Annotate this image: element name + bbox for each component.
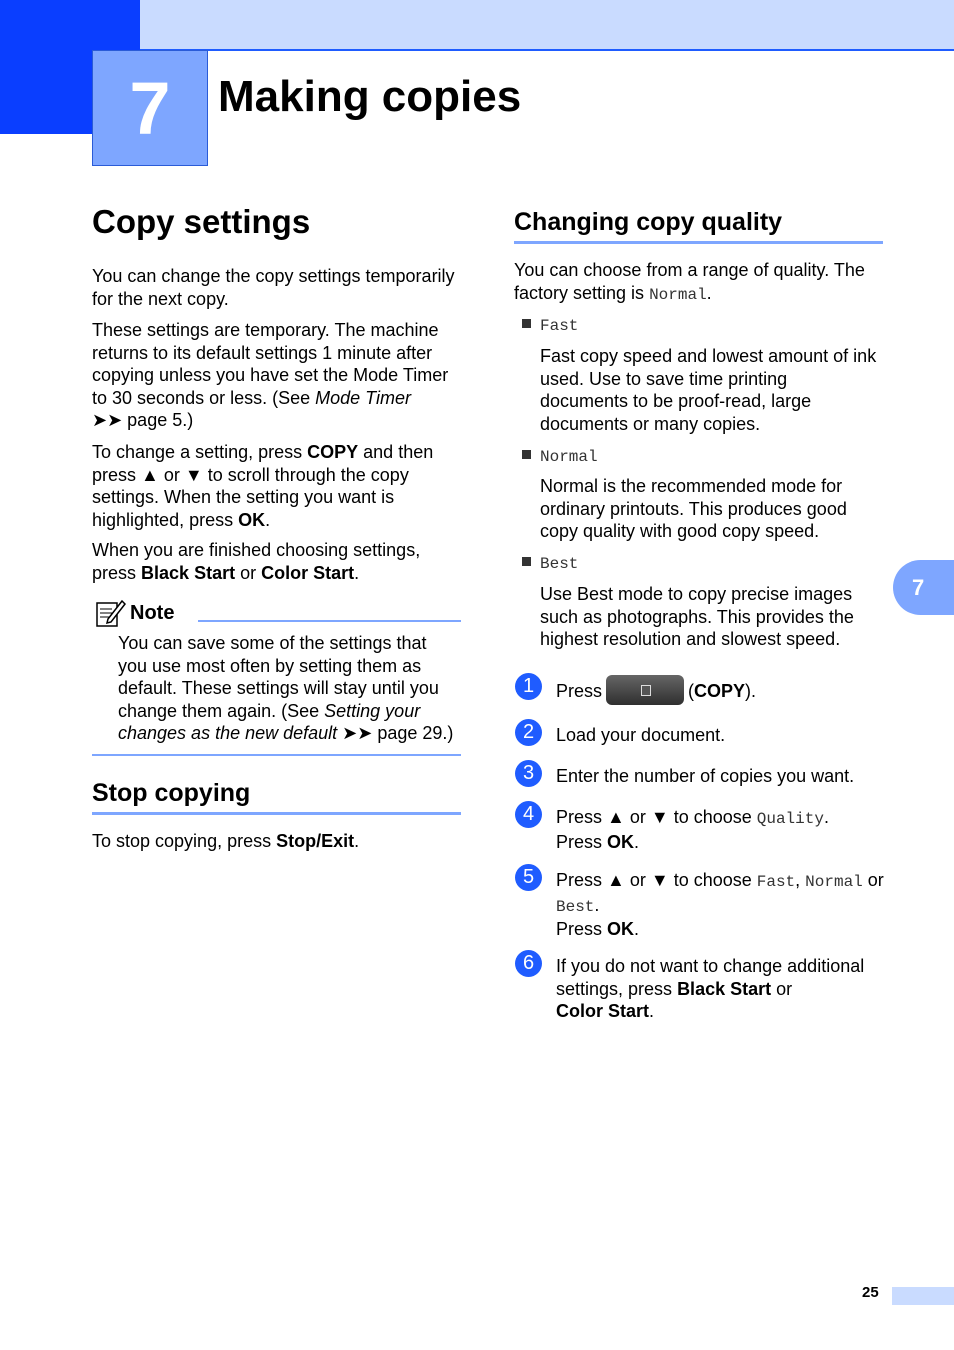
note-top-rule bbox=[198, 620, 461, 622]
step-6-number: 6 bbox=[515, 950, 542, 977]
copy-settings-para2: These settings are temporary. The machine returns to its default settings 1 minute after copying unless you have set the Mode Timer to 30 seconds or less. (See Mode Timer ➤➤ page 5.) bbox=[92, 320, 449, 430]
note-bottom-rule bbox=[92, 754, 461, 756]
step-3-text: Enter the number of copies you want. bbox=[556, 766, 855, 786]
stop-copying-rule bbox=[92, 812, 461, 815]
copy-button[interactable] bbox=[606, 675, 684, 705]
copy-icon bbox=[641, 685, 651, 696]
note-link[interactable]: Setting your bbox=[324, 700, 421, 721]
page-number-bar bbox=[892, 1287, 954, 1305]
up-arrow-icon: ▲ bbox=[607, 807, 625, 827]
note-pencil-icon bbox=[94, 597, 126, 629]
bullet-icon bbox=[522, 319, 531, 328]
note-page-ref-arrows: ➤➤ bbox=[342, 723, 373, 743]
page-number: 25 bbox=[862, 1284, 879, 1301]
up-arrow-icon: ▲ bbox=[607, 870, 625, 890]
option-fast-desc: Fast copy speed and lowest amount of ink used. Use to save time printing documents to be proof-read, large documents or many copies. bbox=[540, 346, 877, 434]
down-arrow-icon: ▼ bbox=[650, 807, 669, 827]
chapter-number: 7 bbox=[92, 50, 208, 166]
copy-settings-para3: To change a setting, press COPY and then press ▲ or ▼ to scroll through the copy settings. When the setting you want is highlighted, press OK. bbox=[92, 442, 434, 530]
chapter-title: Making copies bbox=[218, 72, 522, 121]
option-best-desc: Use Best mode to copy precise images such as photographs. This provides the highest resolution and slowest speed. bbox=[540, 584, 854, 649]
copy-settings-heading: Copy settings bbox=[92, 203, 311, 240]
step-4-number: 4 bbox=[515, 801, 542, 828]
copy-settings-para1: You can change the copy settings temporarily for the next copy. bbox=[92, 266, 455, 309]
step-1-text: Press (COPY). bbox=[556, 677, 756, 707]
step-5-text: Press ▲ or ▼ to choose Fast, Normal or Best. Press OK. bbox=[556, 870, 884, 939]
step-2-number: 2 bbox=[515, 719, 542, 746]
stop-copying-text: To stop copying, press Stop/Exit. bbox=[92, 831, 360, 851]
quality-heading: Changing copy quality bbox=[514, 208, 783, 236]
step-5-number: 5 bbox=[515, 864, 542, 891]
step-1-number: 1 bbox=[515, 673, 542, 700]
bullet-icon bbox=[522, 450, 531, 459]
option-best-name: Best bbox=[540, 555, 579, 573]
step-6-text: If you do not want to change additional settings, press Black Start or Color Start. bbox=[556, 956, 865, 1021]
note-header bbox=[94, 597, 174, 629]
step-4-text: Press ▲ or ▼ to choose Quality. Press OK. bbox=[556, 807, 829, 852]
quality-intro: You can choose from a range of quality. The factory setting is Normal. bbox=[514, 260, 865, 304]
option-normal-name: Normal bbox=[540, 448, 598, 466]
note-label: Note bbox=[130, 601, 175, 624]
step-3-number: 3 bbox=[515, 760, 542, 787]
mode-timer-link[interactable]: Mode Timer bbox=[315, 387, 411, 408]
note-body: You can save some of the settings that you use most often by setting them as default. These settings will stay until you change them again. (See Setting your changes as the new default ➤➤ page 29.) bbox=[118, 633, 454, 743]
up-arrow-icon: ▲ bbox=[141, 464, 159, 485]
bullet-icon bbox=[522, 557, 531, 566]
quality-rule bbox=[514, 241, 883, 244]
chapter-side-tab: 7 bbox=[893, 560, 954, 615]
down-arrow-icon: ▼ bbox=[650, 870, 669, 890]
option-fast-name: Fast bbox=[540, 317, 579, 335]
option-normal-desc: Normal is the recommended mode for ordinary printouts. This produces good copy quality with good copy speed. bbox=[540, 476, 847, 541]
page-ref-arrows: ➤➤ bbox=[92, 410, 123, 430]
stop-copying-heading: Stop copying bbox=[92, 779, 251, 807]
copy-settings-para4: When you are finished choosing settings, press Black Start or Color Start. bbox=[92, 540, 421, 583]
step-2-text: Load your document. bbox=[556, 725, 726, 745]
header-band bbox=[0, 0, 954, 51]
down-arrow-icon: ▼ bbox=[184, 464, 203, 485]
